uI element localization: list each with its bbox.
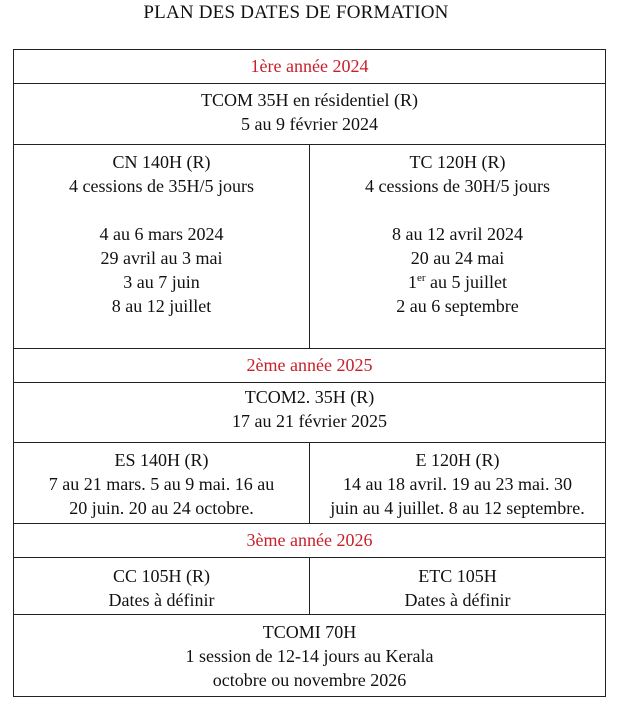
tc-cell (309, 145, 605, 348)
tcomi-dates: octobre ou novembre 2026 (212, 670, 407, 690)
spacer (14, 198, 309, 222)
es-cell (14, 443, 309, 523)
e-title: E 120H (R) (415, 450, 500, 470)
es-title: ES 140H (R) (114, 450, 209, 470)
tc-date: 20 au 24 mai (410, 248, 505, 268)
tcom-cell (14, 88, 605, 144)
year-1-heading-row (14, 50, 605, 84)
cn-title: CN 140H (R) (112, 152, 211, 172)
page-title: PLAN DES DATES DE FORMATION (143, 2, 449, 23)
tcom2-title: TCOM2. 35H (R) (244, 387, 375, 407)
year-3-heading: 3ème année 2026 (246, 530, 373, 550)
cn-date: 3 au 7 juin (123, 272, 200, 292)
es-dates-line-2: 20 juin. 20 au 24 octobre. (69, 498, 254, 518)
tcom2-dates: 17 au 21 février 2025 (232, 411, 387, 431)
tc-date-july (310, 270, 605, 294)
tcom-title: TCOM 35H en résidentiel (R) (201, 90, 418, 110)
e-cell (309, 443, 605, 523)
cc-dates: Dates à définir (108, 590, 215, 610)
tcomi-title: TCOMI 70H (262, 622, 357, 642)
tcom2-row (14, 383, 605, 443)
cn-date: 8 au 12 juillet (111, 296, 212, 316)
year-2-heading-row (14, 349, 605, 383)
cc-cell (14, 558, 309, 614)
es-e-row (14, 443, 605, 524)
cn-sessions: 4 cessions de 35H/5 jours (69, 176, 254, 196)
year-3-heading-row (14, 524, 605, 558)
e-dates-line-1: 14 au 18 avril. 19 au 23 mai. 30 (343, 474, 572, 494)
tc-date: 8 au 12 avril 2024 (392, 224, 523, 244)
etc-title: ETC 105H (418, 566, 497, 586)
cn-tc-row (14, 145, 605, 349)
cn-cell (14, 145, 309, 348)
etc-dates: Dates à définir (404, 590, 511, 610)
training-schedule-table (13, 49, 606, 697)
cc-title: CC 105H (R) (112, 566, 210, 586)
etc-cell (309, 558, 605, 614)
tc-sessions: 4 cessions de 30H/5 jours (365, 176, 550, 196)
cn-date: 4 au 6 mars 2024 (99, 224, 224, 244)
tc-title: TC 120H (R) (409, 152, 506, 172)
tc-date-day: 1 (407, 272, 417, 292)
cc-etc-row (14, 558, 605, 615)
tc-date: 2 au 6 septembre (396, 296, 519, 316)
cn-date: 29 avril au 3 mai (100, 248, 223, 268)
tc-date-rest: au 5 juillet (425, 272, 508, 292)
year-2-heading: 2ème année 2025 (246, 355, 373, 375)
tcomi-cell (14, 620, 605, 696)
year-1-heading: 1ère année 2024 (250, 56, 369, 76)
es-dates-line-1: 7 au 21 mars. 5 au 9 mai. 16 au (48, 474, 275, 494)
tcom-dates: 5 au 9 février 2024 (241, 114, 378, 134)
tcom-row (14, 84, 605, 145)
tc-date-ordinal: er (416, 272, 426, 284)
tcom2-cell (14, 385, 605, 442)
spacer (310, 198, 605, 222)
e-dates-line-2: juin au 4 juillet. 8 au 12 septembre. (330, 498, 585, 518)
tcomi-row (14, 615, 605, 696)
tcomi-session: 1 session de 12-14 jours au Kerala (185, 646, 434, 666)
